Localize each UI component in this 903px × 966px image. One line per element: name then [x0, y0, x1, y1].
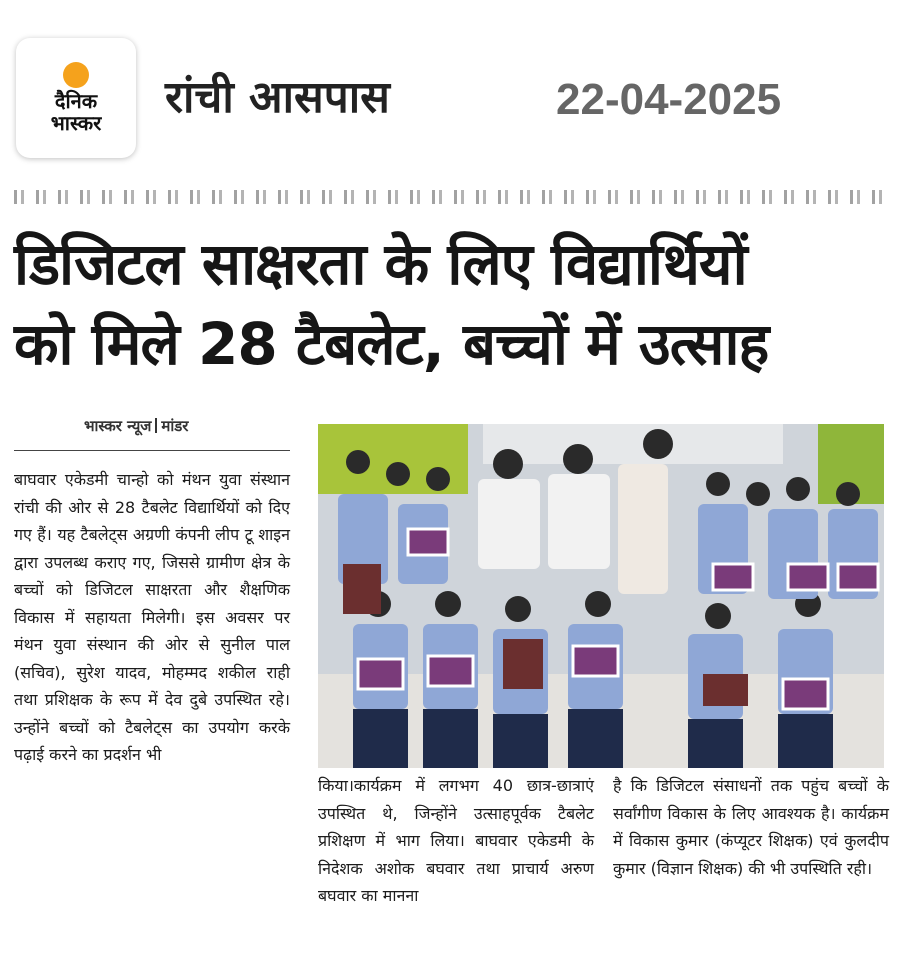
- headline-line-2: को मिले 28 टैबलेट, बच्चों में उत्साह: [14, 310, 769, 378]
- logo-text-line1: दैनिक: [54, 89, 98, 113]
- dainik-bhaskar-logo: [16, 38, 136, 158]
- clipping-torn-edge: [14, 190, 884, 204]
- article-headline: [14, 224, 894, 384]
- article-column-3: है कि डिजिटल संसाधनों तक पहुंच बच्चों के सर्वांगीण विकास के लिए आवश्यक है। कार्यक्रम में विकास कुमार (कंप्यूटर शिक्षक) एवं कुलदीप कुमार (विज्ञान शिक्षक) की भी उपस्थिति रही।: [613, 776, 889, 878]
- edition-title: रांची आसपास: [165, 72, 390, 123]
- column-rule: [14, 450, 290, 451]
- edition-date: 22-04-2025: [556, 75, 782, 124]
- headline-line-1: डिजिटल साक्षरता के लिए विद्यार्थियों: [14, 230, 747, 298]
- byline-source: भास्कर न्यूज: [84, 417, 152, 435]
- sun-icon: [63, 62, 89, 88]
- byline-separator: [155, 418, 157, 433]
- article-photo: [318, 424, 884, 768]
- byline-place: मांडर: [161, 417, 189, 435]
- article-column-2: किया।कार्यक्रम में लगभग 40 छात्र-छात्राएं उपस्थित थे, जिन्होंने उत्साहपूर्वक टैबलेट प्रशिक्षण में भाग लिया। बाघवार एकेडमी के निदेशक अशोक बघवार तथा प्राचार्य अरुण बघवार का मानना: [318, 776, 594, 905]
- article-column-1: बाघवार एकेडमी चान्हो को मंथन युवा संस्थान रांची की ओर से 28 टैबलेट विद्यार्थियों को दिए गए हैं। यह टैबलेट्स अग्रणी कंपनी लीप टू शाइन द्वारा उपलब्ध कराए गए, जिससे ग्रामीण क्षेत्र के बच्चों को डिजिटल साक्षरता और शैक्षणिक विकास में सहायता मिलेगी। इस अवसर पर मंथन युवा संस्थान की ओर से सुनील पाल (सचिव), सुरेश यादव, मोहम्मद शकील राही तथा प्रशिक्षक के रूप में देव दुबे उपस्थित रहे। उन्होंने बच्चों को टैबलेट्स का उपयोग करके पढ़ाई करने का प्रदर्शन भी: [14, 470, 290, 764]
- byline: [84, 416, 188, 436]
- students-with-tablets-photo: [318, 424, 884, 768]
- page-header: [0, 0, 903, 180]
- logo-text-line2: भास्कर: [50, 111, 102, 135]
